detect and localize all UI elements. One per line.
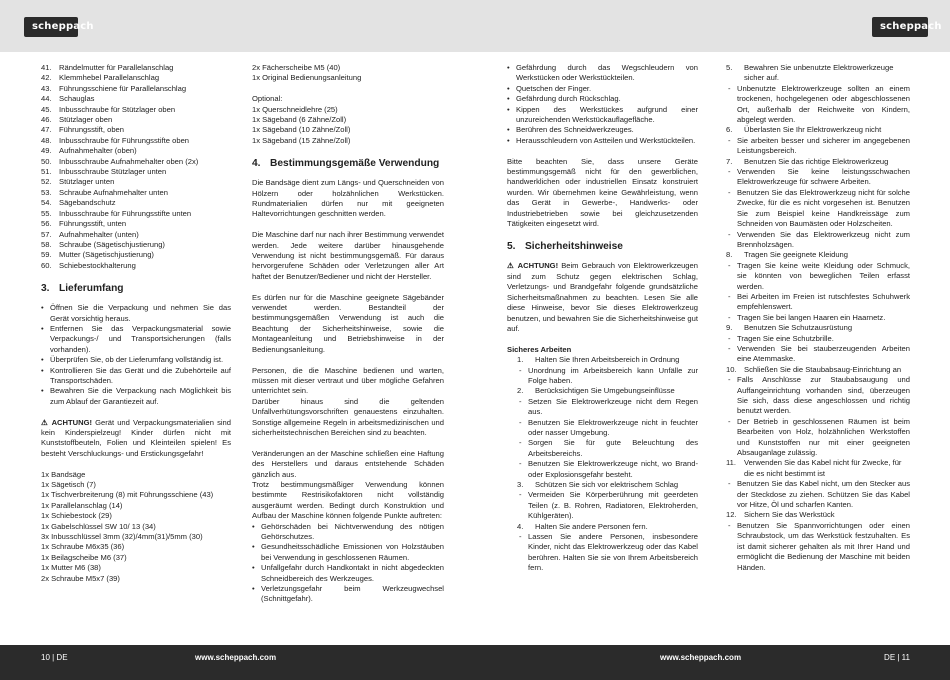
item-text: Sägebandschutz <box>59 198 116 208</box>
sub-text: Sie arbeiten besser und sicherer im angegebenen Leistungsbereich. <box>737 135 910 156</box>
item-text: Aufnahmehalter (oben) <box>59 146 137 156</box>
item-text: Benutzen Sie Schutzausrüstung <box>744 323 853 333</box>
bullet-item <box>507 136 698 146</box>
parts-item <box>41 105 231 115</box>
safety-sub-item <box>716 167 910 188</box>
item-text: Sichern Sie das Werkstück <box>744 510 835 520</box>
item-number: 50. <box>41 156 52 166</box>
safety-sub-item <box>507 418 698 439</box>
bullet-text: Gehörschäden bei Nichtverwendung des nötigen Gehörschutzes. <box>261 521 444 541</box>
paragraph: Bitte beachten Sie, dass unsere Geräte bestimmungsgemäß nicht für den gewerblichen, handwerklichen oder industriellen Einsatz konstruiert wurden. Wir übernehmen keine Gewährleistung, wenn das Gerät in Gewerbe-, Handwerks- oder Industriebetrieben sowie bei gleichzusetzenden Tätigkeiten eingesetzt wird. <box>507 156 698 229</box>
parts-item <box>41 136 231 146</box>
item-text: Halten Sie Ihren Arbeitsbereich in Ordnung <box>535 355 680 365</box>
bullet-text: Unfallgefahr durch Handkontakt in nicht abgedeckten Schneidbereich des Werkzeuges. <box>261 563 444 583</box>
item-text: Tragen Sie geeignete Kleidung <box>744 250 848 260</box>
item-text: Schließen Sie die Staubabsaug-Einrichtung an <box>744 364 902 374</box>
item-number: 12. <box>726 510 737 520</box>
item-number: 56. <box>41 219 52 229</box>
item-number: 41. <box>41 63 52 72</box>
dash-icon: - <box>728 187 731 197</box>
item-text: Halten Sie andere Personen fern. <box>535 521 648 531</box>
parts-item <box>41 230 231 240</box>
item-number: 3. <box>517 480 524 489</box>
list-item: 1x Mutter M6 (38) <box>41 563 101 573</box>
item-text: Schraube Aufnahmehalter unten <box>59 187 168 197</box>
safety-sub-item <box>507 366 698 387</box>
sub-text: Falls Anschlüsse zur Staubabsaugung und Auffangeinrichtung vorhanden sind, überzeugen Sie sich, dass diese angeschlossen und richtig benutzt werden. <box>737 375 910 416</box>
parts-item <box>41 125 231 135</box>
list-item: 1x Schiebestock (29) <box>41 511 112 521</box>
paragraph: Trotz bestimmungsmäßiger Verwendung können bestimmte Restrisikofaktoren nicht vollständig ausgeräumt werden. Bedingt durch Konstruktion und Aufbau der Maschine können folgende Punkte auftreten: <box>252 479 444 521</box>
bullet-text: Verletzungsgefahr beim Werkzeugwechsel (Schnittgefahr). <box>261 584 444 604</box>
parts-item <box>41 261 231 271</box>
bullet-icon: • <box>41 323 44 333</box>
item-number: 47. <box>41 125 52 135</box>
bullet-item <box>41 366 231 387</box>
item-number: 57. <box>41 229 52 239</box>
item-number: 52. <box>41 177 52 187</box>
bullet-item <box>507 94 698 104</box>
safety-sub-item <box>716 417 910 459</box>
dash-icon: - <box>519 438 522 448</box>
paragraph: Veränderungen an der Maschine schließen eine Haftung des Herstellers und daraus entstehende Schäden gänzlich aus. <box>252 448 444 479</box>
safety-sub-item <box>716 292 910 313</box>
safety-sub-item <box>716 375 910 417</box>
item-number: 2. <box>517 386 524 396</box>
dash-icon: - <box>728 333 731 343</box>
safety-sub-item <box>716 136 910 157</box>
item-text: Führungsstift, oben <box>59 125 125 135</box>
safety-item <box>507 355 698 365</box>
bullet-item <box>41 386 231 407</box>
item-text: Inbusschraube für Stützlager oben <box>59 104 176 114</box>
safety-sub-item <box>716 230 910 251</box>
item-number: 8. <box>726 250 733 260</box>
bullet-item <box>41 303 231 324</box>
safety-sub-item <box>716 521 910 573</box>
item-number: 42. <box>41 73 52 83</box>
item-number: 5. <box>726 63 733 72</box>
safety-items-cont <box>716 63 910 573</box>
bullet-item <box>252 542 444 563</box>
website-left: www.scheppach.com <box>195 653 277 662</box>
sub-text: Tragen Sie keine weite Kleidung oder Schmuck, sie könnten von beweglichen Teilen erfasst werden. <box>737 260 910 291</box>
sub-text: Vermeiden Sie Körperberührung mit geerdeten Teilen (z. B. Rohren, Radiatoren, Elektroherden, Kühlgeräten). <box>528 490 698 521</box>
item-text: Schraube (Sägetischjustierung) <box>59 239 165 249</box>
parts-item <box>41 219 231 229</box>
list-item: 1x Querschneidlehre (25) <box>252 104 338 114</box>
dash-icon: - <box>728 312 731 322</box>
dash-icon: - <box>519 396 522 406</box>
item-text: Aufnahmehalter (unten) <box>59 229 139 239</box>
dash-icon: - <box>728 343 731 353</box>
sub-text: Unordnung im Arbeitsbereich kann Unfälle zur Folge haben. <box>528 365 698 385</box>
bullet-item <box>507 125 698 135</box>
item-text: Überlasten Sie Ihr Elektrowerkzeug nicht <box>744 125 882 135</box>
parts-item <box>41 115 231 125</box>
bullet-text: Gefährdung durch Rückschlag. <box>516 94 621 104</box>
safety-item <box>507 522 698 532</box>
item-text: Schützen Sie sich vor elektrischem Schlag <box>535 480 679 489</box>
dash-icon: - <box>728 83 731 93</box>
bullet-text: Entfernen Sie das Verpackungsmaterial sowie Verpackungs-/ und Transportsicherungen (falls vorhanden). <box>50 323 231 354</box>
sub-text: Setzen Sie Elektrowerkzeuge nicht dem Regen aus. <box>528 396 698 417</box>
bullet-text: Gefährdung durch das Wegschleudern von Werkstücken oder Werkstückteilen. <box>516 63 698 83</box>
warning-children: ⚠ ACHTUNG! Gerät und Verpackungsmaterialien sind kein Kinderspielzeug! Kinder dürfen nicht mit Kunststoffbeuteln, Folien und Kleinteilen spielen! Es besteht Verschluckungs- und Erstickungsgefahr! <box>41 417 231 458</box>
bullet-text: Öffnen Sie die Verpackung und nehmen Sie das Gerät vorsichtig heraus. <box>50 303 231 323</box>
bullet-icon: • <box>41 355 44 365</box>
list-item: 1x Original Bedienungsanleitung <box>252 73 362 83</box>
brand-logo-left: scheppach <box>24 17 78 37</box>
page-number-right: DE | 11 <box>884 653 910 662</box>
bullet-icon: • <box>507 135 510 145</box>
list-item: 1x Parallelanschlag (14) <box>41 500 123 510</box>
column-4 <box>716 63 910 573</box>
section-3-heading: 3. Lieferumfang <box>41 283 124 295</box>
parts-item <box>41 157 231 167</box>
paragraph: Darüber hinaus sind die geltenden Unfallverhütungsvorschriften genauestens einzuhalten. Sonstige allgemeine Regeln in arbeitsmedizinischen und sicherheitstechnischen Bereichen sind zu beachten. <box>252 396 444 437</box>
list-item: 3x Inbusschlüssel 3mm (32)/4mm(31)/5mm (30) <box>41 532 203 542</box>
paragraph: Die Maschine darf nur nach ihrer Bestimmung verwendet werden. Jede weitere darüber hinausgehende Verwendung ist nicht bestimmungsgemäß. Für daraus hervorgerufene Schäden oder Verletzungen aller Art haftet der Benutzer/Bediener und nicht der Hersteller. <box>252 230 444 281</box>
item-text: Verwenden Sie das Kabel nicht für Zwecke, für die es nicht bestimmt ist <box>744 458 902 478</box>
parts-item <box>41 209 231 219</box>
dash-icon: - <box>728 479 731 489</box>
parts-item <box>41 94 231 104</box>
parts-item <box>41 73 231 83</box>
item-text: Stützlager unten <box>59 177 115 187</box>
sub-text: Unbenutzte Elektrowerkzeuge sollten an einem trockenen, hochgelegenen oder abgeschlossenen Ort, außerhalb der Reichweite von Kindern, abgelegt werden. <box>737 83 910 125</box>
safety-sub-item <box>716 479 910 510</box>
optional-label: Optional: <box>252 94 283 104</box>
list-item: 1x Schraube M6x35 (36) <box>41 542 125 552</box>
bullet-item <box>41 324 231 355</box>
item-text: Führungsschiene für Parallelanschlag <box>59 83 187 93</box>
bullet-icon: • <box>507 125 510 135</box>
item-number: 54. <box>41 198 52 208</box>
bullet-text: Überprüfen Sie, ob der Lieferumfang vollständig ist. <box>50 355 224 365</box>
sub-text: Bei Arbeiten im Freien ist rutschfestes Schuhwerk empfehlenswert. <box>737 291 910 312</box>
sub-text: Benutzen Sie das Kabel nicht, um den Stecker aus der Steckdose zu ziehen. Schützen Sie das Kabel vor Hitze, Öl und scharfen Kanten. <box>737 479 910 510</box>
safety-items <box>507 355 698 574</box>
sub-text: Tragen Sie bei langen Haaren ein Haarnetz. <box>737 312 886 322</box>
parts-item <box>41 146 231 156</box>
bullet-icon: • <box>252 521 255 531</box>
safety-sub-item <box>716 344 910 365</box>
parts-item <box>41 63 231 73</box>
dash-icon: - <box>728 291 731 301</box>
safety-sub-item <box>507 459 698 480</box>
footer-bar <box>0 645 950 680</box>
safety-sub-item <box>716 334 910 344</box>
sub-text: Verwenden Sie bei stauberzeugenden Arbeiten eine Atemmaske. <box>737 343 910 364</box>
item-text: Inbusschraube für Führungsstifte oben <box>59 135 190 145</box>
risk-bullets <box>507 63 698 146</box>
bullet-icon: • <box>507 94 510 104</box>
safety-item <box>716 510 910 520</box>
safety-item <box>716 458 910 479</box>
item-text: Bewahren Sie unbenutzte Elektrowerkzeuge sicher auf. <box>744 63 894 83</box>
bullet-text: Herausschleudern von Astteilen und Werkstückteilen. <box>516 135 696 145</box>
item-text: Rändelmutter für Parallelanschlag <box>59 63 174 72</box>
list-item: 1x Sägeband (10 Zähne/Zoll) <box>252 125 351 135</box>
bullet-item <box>41 355 231 365</box>
item-text: Führungsstift, unten <box>59 219 127 229</box>
item-number: 7. <box>726 156 733 166</box>
brand-logo-right: scheppach <box>872 17 928 37</box>
safety-item <box>716 63 910 84</box>
safety-sub-item <box>716 261 910 292</box>
parts-item <box>41 188 231 198</box>
safety-item <box>716 157 910 167</box>
bullet-icon: • <box>507 63 510 72</box>
item-text: Benutzen Sie das richtige Elektrowerkzeug <box>744 156 889 166</box>
item-number: 60. <box>41 260 52 270</box>
warning-safety: ⚠ ACHTUNG! Beim Gebrauch von Elektrowerkzeugen sind zum Schutz gegen elektrischen Schlag, Verletzungs- und Brandgefahr folgende grundsätzliche Sicherheitsmaßnahmen zu beachten. Lesen Sie alle diese Hinweise, bevor Sie dieses Elektrowerkzeug benutzen, und bewahren Sie die Sicherheitshinweise gut auf. <box>507 261 698 333</box>
header-bar <box>0 0 950 52</box>
dash-icon: - <box>519 459 522 469</box>
item-text: Inbusschraube für Führungsstifte unten <box>59 208 192 218</box>
sub-text: Der Betrieb in geschlossenen Räumen ist beim Bearbeiten von Holz, holzähnlichen Werkstoffen und Kunststoffen nur mit einer geeigneten Absauganlage zulässig. <box>737 416 910 458</box>
safety-sub-item <box>507 490 698 521</box>
residual-risk-bullets <box>252 522 444 605</box>
bullet-icon: • <box>41 386 44 396</box>
item-text: Inbusschraube Aufnahmehalter oben (2x) <box>59 156 199 166</box>
parts-item <box>41 167 231 177</box>
bullet-item <box>252 584 444 605</box>
list-item: 1x Beilagscheibe M6 (37) <box>41 552 127 562</box>
dash-icon: - <box>519 532 522 542</box>
item-number: 59. <box>41 250 52 260</box>
parts-item <box>41 177 231 187</box>
item-text: Berücksichtigen Sie Umgebungseinflüsse <box>535 386 675 396</box>
section-4-heading: 4. Bestimmungsgemäße Verwendung <box>252 158 440 170</box>
item-number: 1. <box>517 355 524 365</box>
item-number: 6. <box>726 125 733 135</box>
bullet-text: Berühren des Schneidwerkzeuges. <box>516 125 634 135</box>
safety-item <box>716 250 910 260</box>
item-number: 53. <box>41 187 52 197</box>
bullet-item <box>252 563 444 584</box>
sub-text: Benutzen Sie das Elektrowerkzeug nicht für solche Zwecke, für die es nicht vorgesehen ist. Benutzen Sie zum Beispiel keine Handkreissäge zum Schneiden von Baumästen oder Holzscheiten. <box>737 187 910 229</box>
delivery-bullets <box>41 303 231 407</box>
website-right: www.scheppach.com <box>660 653 742 662</box>
parts-list <box>41 63 231 271</box>
item-number: 55. <box>41 208 52 218</box>
sub-text: Verwenden Sie keine leistungsschwachen Elektrowerkzeuge für schwere Arbeiten. <box>737 167 910 187</box>
safety-item <box>716 125 910 135</box>
list-item: 2x Schraube M5x7 (39) <box>41 573 120 583</box>
item-number: 48. <box>41 135 52 145</box>
bullet-item <box>252 522 444 543</box>
safety-sub-item <box>716 313 910 323</box>
paragraph: Die Bandsäge dient zum Längs- und Querschneiden von Hölzern oder holzähnlichen Werkstücken. Rundmaterialien dürfen nur mit geeigneten Haltevorrichtungen geschnitten werden. <box>252 178 444 219</box>
dash-icon: - <box>728 260 731 270</box>
safety-sub-item <box>716 84 910 126</box>
parts-item <box>41 198 231 208</box>
safety-sub-item <box>507 438 698 459</box>
safety-sub-item <box>507 532 698 574</box>
bullet-text: Bewahren Sie die Verpackung nach Möglichkeit bis zum Ablauf der Garantiezeit auf. <box>50 386 231 406</box>
item-text: Schiebestockhalterung <box>59 260 136 270</box>
dash-icon: - <box>728 416 731 426</box>
parts-item <box>41 240 231 250</box>
item-number: 11. <box>726 458 736 468</box>
dash-icon: - <box>519 365 522 375</box>
item-text: Inbusschraube Stützlager unten <box>59 167 167 177</box>
dash-icon: - <box>519 490 522 500</box>
item-number: 49. <box>41 146 52 156</box>
bullet-icon: • <box>252 542 255 552</box>
item-number: 43. <box>41 83 52 93</box>
column-3 <box>507 63 698 574</box>
parts-item <box>41 250 231 260</box>
item-text: Klemmhebel Parallelanschlag <box>59 73 160 83</box>
item-number: 10. <box>726 364 737 374</box>
bullet-icon: • <box>41 365 44 375</box>
item-number: 44. <box>41 94 52 104</box>
item-number: 9. <box>726 323 733 333</box>
list-item: 1x Tischverbreiterung (8) mit Führungsschiene (43) <box>41 490 214 500</box>
dash-icon: - <box>728 520 731 530</box>
list-item: 1x Sägetisch (7) <box>41 480 96 489</box>
bullet-icon: • <box>252 584 255 594</box>
list-item: 2x Fächerscheibe M5 (40) <box>252 63 341 72</box>
list-item: 1x Gabelschlüssel SW 10/ 13 (34) <box>41 521 156 531</box>
dash-icon: - <box>519 417 522 427</box>
sub-text: Verwenden Sie das Elektrowerkzeug nicht zum Brennholzsägen. <box>737 229 910 249</box>
list-item: 1x Sägeband (15 Zähne/Zoll) <box>252 135 351 145</box>
safety-sub-item <box>716 188 910 230</box>
bullet-text: Kippen des Werkstückes aufgrund einer unzureichenden Werkstückauflagefläche. <box>516 104 698 125</box>
column-2 <box>252 63 444 605</box>
item-number: 51. <box>41 167 52 177</box>
bullet-text: Gesundheitsschädliche Emissionen von Holzstäuben bei Verwendung in geschlossenen Räumen. <box>261 542 444 562</box>
safety-sub-item <box>507 397 698 418</box>
list-item: 1x Sägeband (6 Zähne/Zoll) <box>252 115 347 125</box>
item-number: 45. <box>41 104 52 114</box>
sub-text: Lassen Sie andere Personen, insbesondere Kinder, nicht das Elektrowerkzeug oder das Kabel berühren. Halten Sie sie von Ihrem Arbeitsbereich fern. <box>528 532 698 573</box>
bullet-text: Quetschen der Finger. <box>516 83 592 93</box>
bullet-text: Kontrollieren Sie das Gerät und die Zubehörteile auf Transportschäden. <box>50 365 231 385</box>
contents-list-cont <box>252 63 444 84</box>
sub-text: Benutzen Sie Spannvorrichtungen oder einen Schraubstock, um das Werkstück festzuhalten. Es ist damit sicherer gehalten als mit Ihrer Hand und ermöglicht die Bedienung der Maschine mit beiden Händen. <box>737 520 910 572</box>
bullet-item <box>507 84 698 94</box>
sub-text: Benutzen Sie Elektrowerkzeuge nicht in feuchter oder nasser Umgebung. <box>528 417 698 437</box>
sub-text: Tragen Sie eine Schutzbrille. <box>737 333 834 343</box>
dash-icon: - <box>728 375 731 385</box>
sub-text: Sorgen Sie für gute Beleuchtung des Arbeitsbereichs. <box>528 438 698 458</box>
sub-text: Benutzen Sie Elektrowerkzeuge nicht, wo Brand- oder Explosionsgefahr besteht. <box>528 459 698 479</box>
optional-list <box>252 105 444 147</box>
item-text: Schauglas <box>59 94 95 104</box>
parts-item <box>41 84 231 94</box>
bullet-item <box>507 63 698 84</box>
paragraph: Personen, die die Maschine bedienen und warten, müssen mit dieser vertraut und über mögliche Gefahren unterrichtet sein. <box>252 365 444 396</box>
bullet-icon: • <box>41 303 44 313</box>
page-number-left: 10 | DE <box>41 653 68 662</box>
dash-icon: - <box>728 167 731 177</box>
section-5-heading: 5. Sicherheitshinweise <box>507 241 623 253</box>
bullet-icon: • <box>507 83 510 93</box>
item-text: Mutter (Sägetischjustierung) <box>59 250 154 260</box>
safe-work-title: Sicheres Arbeiten <box>507 344 572 354</box>
safety-item <box>507 386 698 396</box>
paragraph: Es dürfen nur für die Maschine geeignete Sägebänder verwendet werden. Bestandteil der bestimmungsgemäßen Verwendung ist auch die Beachtung der Sicherheitshinweise, sowie die Montageanleitung und Betriebshinweise in der Bedienungsanleitung. <box>252 292 444 354</box>
safety-item <box>716 365 910 375</box>
bullet-icon: • <box>507 104 510 114</box>
contents-list <box>41 470 231 584</box>
dash-icon: - <box>728 229 731 239</box>
item-number: 46. <box>41 115 52 125</box>
bullet-icon: • <box>252 563 255 573</box>
item-number: 58. <box>41 239 52 249</box>
bullet-item <box>507 105 698 126</box>
column-1 <box>41 63 231 584</box>
list-item: 1x Bandsäge <box>41 469 86 479</box>
item-number: 4. <box>517 521 524 531</box>
safety-item <box>716 323 910 333</box>
dash-icon: - <box>728 135 731 145</box>
item-text: Stützlager oben <box>59 115 113 125</box>
safety-item <box>507 480 698 490</box>
